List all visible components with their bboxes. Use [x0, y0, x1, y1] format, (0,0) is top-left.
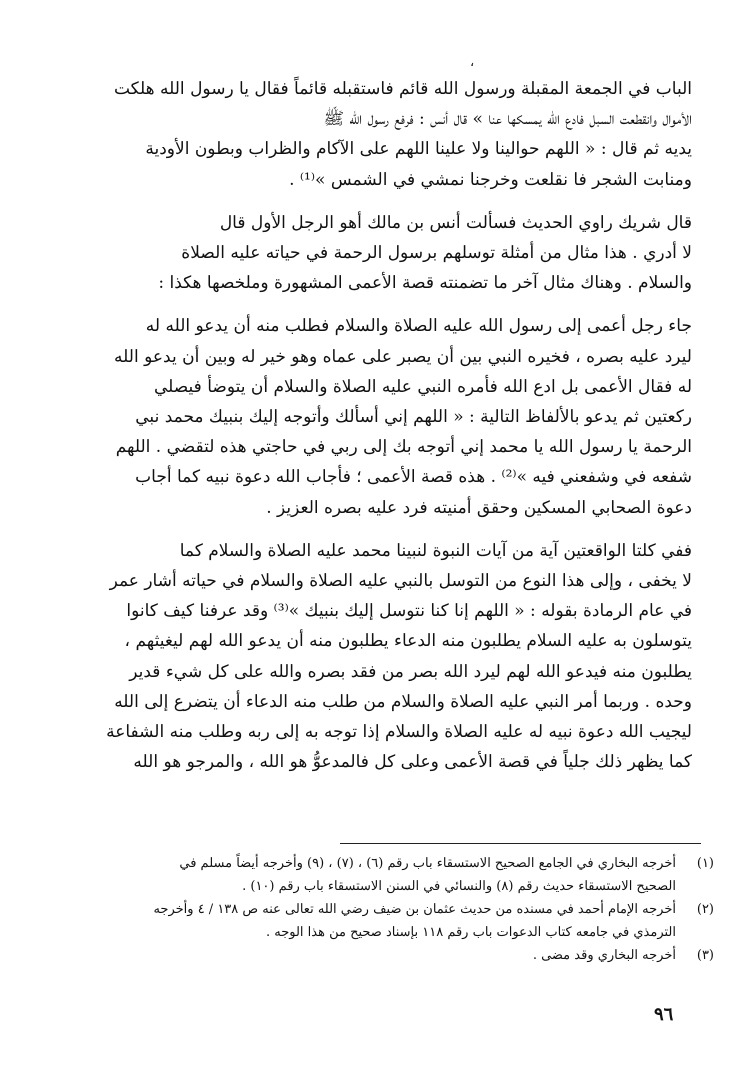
text-line: لا يخفى ، وإلى هذا النوع من التوسل بالنبي عليه الصلاة والسلام في حياته أشار عمر: [109, 571, 692, 592]
footnotes: [64, 852, 714, 967]
footnote-line: أخرجه البخاري في الجامع الصحيح الاستسقاء باب رقم (٦) ، (٧) ، (٩) وأخرجه أيضاً مسلم في: [179, 856, 676, 871]
text-line: ومنابت الشجر فا نقلعت وخرجنا نمشي في الشمس »⁽¹⁾ .: [289, 169, 692, 190]
paragraph-1: [64, 74, 692, 195]
top-mark: ،: [470, 55, 475, 70]
footnote-line: الترمذي في جامعه كتاب الدعوات باب رقم ١١٨ بإسناد صحيح من هذا الوجه .: [265, 925, 676, 940]
footnote-line: أخرجه الإمام أحمد في مسنده من حديث عثمان بن ضيف رضي الله تعالى عنه ص ١٣٨ / ٤ وأخرجه: [153, 902, 676, 917]
text-line: يتوسلون به عليه السلام يطلبون منه الدعاء يطلبون منه أن يدعو الله لهم ليغيثهم ،: [124, 631, 692, 652]
text-line: لا أدري . هذا مثال من أمثلة توسلهم برسول الرحمة في حياته عليه الصلاة: [181, 243, 692, 264]
footnote-3: [64, 944, 714, 967]
footnote-line: الصحيح الاستسقاء حديث رقم (٨) والنسائي في السنن الاستسقاء باب رقم (١٠) .: [242, 879, 676, 894]
text-line: شفعه في وشفعني فيه »⁽²⁾ . هذه قصة الأعمى ؛ فأجاب الله دعوة نبيه كما أجاب: [135, 467, 692, 488]
text-line: قال شريك راوي الحديث فسألت أنس بن مالك أهو الرجل الأول قال: [219, 212, 692, 233]
main-text: [64, 74, 692, 790]
paragraph-4: [64, 536, 692, 778]
text-line: له فقال الأعمى بل ادع الله فأمره النبي عليه الصلاة والسلام أن يتوضأ فيصلي: [154, 376, 692, 397]
text-line: ليرد عليه بصره ، فخيره النبي بين أن يصبر على عماه وهو خير له وبين أن يدعو الله: [114, 346, 692, 367]
paragraph-3: [64, 311, 692, 522]
text-line: الرحمة يا رسول الله يا محمد إني أتوجه بك إلى ربي في حاجتي هذه لتقضي . اللهم: [115, 437, 692, 458]
footnote-number: (٢): [696, 902, 714, 917]
footnote-number: (١): [696, 856, 714, 871]
text-line: ففي كلتا الواقعتين آية من آيات النبوة لنبينا محمد عليه الصلاة والسلام كما: [179, 540, 692, 561]
footnote-text: [64, 944, 676, 967]
text-line: دعوة الصحابي المسكين وحقق أمنيته فرد عليه بصره العزيز .: [266, 497, 692, 518]
paragraph-2: [64, 208, 692, 299]
text-line: يطلبون منه فيدعو الله لهم ليرد الله بصر من فقد بصره والله على كل شيء قدير: [129, 661, 692, 682]
text-line: والسلام . وهناك مثال آخر ما تضمنته قصة الأعمى المشهورة وملخصها هكذا :: [158, 273, 692, 294]
footnote-1: [64, 852, 714, 898]
text-line: في عام الرمادة بقوله : « اللهم إنا كنا نتوسل إليك بنبيك »⁽³⁾ وقد عرفنا كيف كانوا: [126, 601, 692, 622]
text-line: كما يظهر ذلك جلياً في قصة الأعمى وعلى كل فالمدعوُّ هو الله ، والمرجو هو الله: [133, 752, 692, 773]
text-line: يديه ثم قال : « اللهم حوالينا ولا علينا اللهم على الآكام والظراب وبطون الأودية: [145, 139, 692, 160]
text-line: وحده . وربما أمر النبي عليه الصلاة والسلام من طلب منه الدعاء أن يتضرع إلى الله: [114, 691, 692, 712]
footnote-2: [64, 898, 714, 944]
page-number: ٩٦: [654, 1004, 674, 1025]
text-line: الأموال وانقطعت السبل فادع الله يمسكها عنا » قال أنس : فرفع رسول الله ﷺ: [323, 109, 692, 130]
footnote-text: [64, 852, 676, 898]
text-line: ركعتين ثم يدعو بالألفاظ التالية : « اللهم إني أسألك وأتوجه إليك بنبيك محمد نبي: [135, 407, 692, 428]
footnote-divider: [340, 843, 701, 844]
text-line: الباب في الجمعة المقبلة ورسول الله قائم فاستقبله قائماً فقال يا رسول الله هلكت: [113, 79, 692, 99]
footnote-number: (٣): [696, 948, 714, 963]
footnote-line: أخرجه البخاري وقد مضى .: [532, 948, 676, 963]
text-line: ليجيب الله دعوة نبيه له عليه الصلاة والسلام إذا توجه به إلى ربه وطلب منه الشفاعة: [106, 722, 692, 743]
footnote-text: [64, 898, 676, 944]
text-line: جاء رجل أعمى إلى رسول الله عليه الصلاة والسلام فطلب منه أن يدعو الله له: [145, 316, 692, 337]
